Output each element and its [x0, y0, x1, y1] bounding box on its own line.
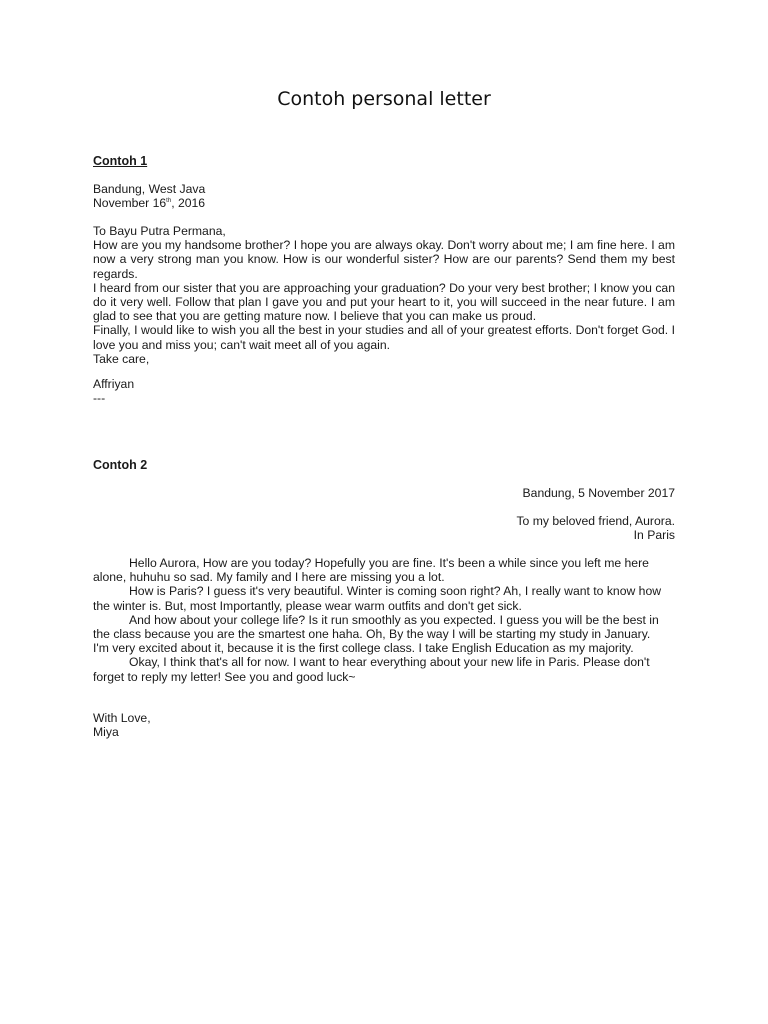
letter1-heading: Contoh 1 — [93, 154, 148, 168]
letter1-separator: --- — [93, 391, 106, 406]
letter2-paragraph: And how about your college life? Is it run smoothly as you expected. I guess you will be the best in the class because you are the smartest one haha. Oh, By the way I will be starting my study in January. I'm very excited about it, because it is the first college class. I take English Education as my majority. — [93, 612, 659, 656]
letter1-signoff — [93, 377, 675, 405]
letter1-date-sup: th — [166, 198, 172, 205]
letter2-signoff — [93, 711, 675, 739]
letter2-signature: Miya — [93, 725, 119, 740]
letter1-date-prefix: November 16 — [93, 196, 167, 211]
document-title: Contoh personal letter — [277, 88, 491, 110]
letter1-signature: Affriyan — [93, 377, 135, 391]
letter1-paragraph: I heard from our sister that you are approaching your graduation? Do your very best brother; I know you can do it very well. Follow that plan I gave you and put your heart to it, you will succeed in the near future. I am glad to see that you are getting mature now. I believe that you can make us proud. — [93, 280, 675, 324]
letter1-place: Bandung, West Java — [93, 182, 206, 196]
letter2-recipient-block — [93, 514, 675, 542]
letter1-closing: Take care, — [93, 351, 150, 366]
letter2-heading: Contoh 2 — [93, 458, 148, 472]
letter1-salutation: To Bayu Putra Permana, — [93, 224, 226, 238]
letter1-paragraph: How are you my handsome brother? I hope you are always okay. Don't worry about me; I am fine here. I am now a very strong man you know. How is our wonderful sister? How are our parents? Send them my best regards. — [93, 238, 675, 281]
letter2-paragraph: Okay, I think that's all for now. I want to hear everything about your new life in Paris. Please don't forget to reply my letter! See you and good luck~ — [93, 655, 650, 684]
letter2-paragraph: Hello Aurora, How are you today? Hopefully you are fine. It's been a while since you left me here alone, huhuhu so sad. My family and I here are missing you a lot. — [93, 556, 649, 585]
letter2-paragraph: How is Paris? I guess it's very beautiful. Winter is coming soon right? Ah, I really want to know how the winter is. But, most Importantly, please wear warm outfits and don't get sick. — [93, 584, 662, 613]
letter2-body — [93, 556, 663, 684]
letter1-date-suffix: , 2016 — [171, 196, 206, 211]
letter2-recipient: To my beloved friend, Aurora. — [516, 514, 675, 528]
letter1-date — [93, 196, 675, 210]
letter2-closing: With Love, — [93, 711, 151, 725]
letter2-recipient-location: In Paris — [633, 528, 675, 543]
letter2-place-date: Bandung, 5 November 2017 — [522, 486, 675, 500]
letter1-header — [93, 182, 675, 210]
letter1-paragraph: Finally, I would like to wish you all the best in your studies and all of your greatest efforts. Don't forget God. I love you and miss you; can't wait meet all of you again. — [93, 323, 675, 352]
letter1-body — [93, 224, 675, 366]
